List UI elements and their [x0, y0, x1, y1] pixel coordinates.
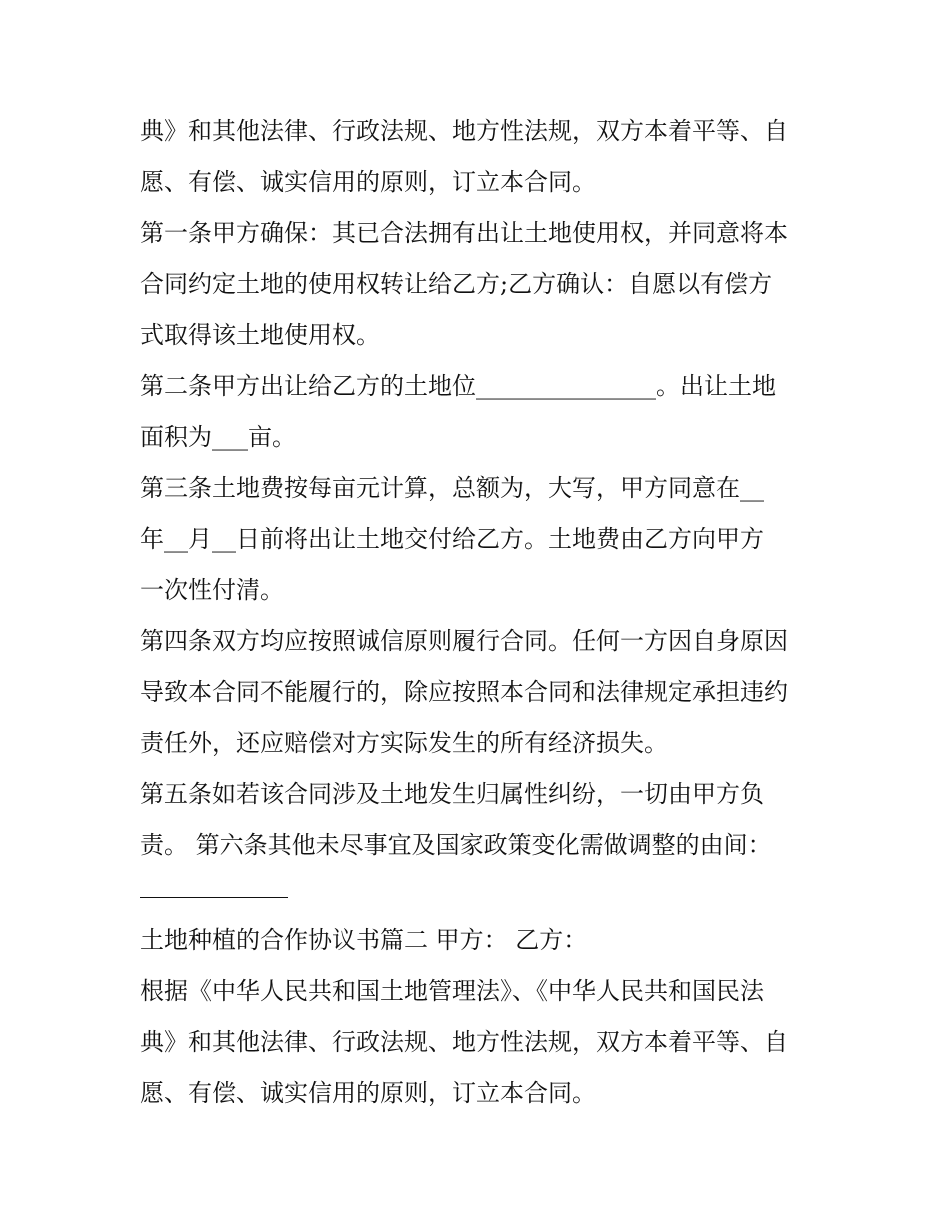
- underline-rule: [140, 897, 288, 898]
- text-line: 根据《中华人民共和国土地管理法》、《中华人民共和国民法: [140, 977, 764, 1005]
- text-line: 责。 第六条其他未尽事宜及国家政策变化需做调整的由间：: [140, 831, 772, 859]
- text-line: 愿、有偿、诚实信用的原则，订立本合同。: [140, 1079, 596, 1107]
- text-line: 一次性付清。: [140, 576, 284, 604]
- section-heading: 土地种植的合作协议书篇二 甲方： 乙方：: [140, 926, 588, 954]
- text-line: 合同约定土地的使用权转让给乙方;乙方确认：自愿以有偿方: [140, 270, 773, 298]
- text-line: 责任外，还应赔偿对方实际发生的所有经济损失。: [140, 729, 668, 757]
- text-line: 典》和其他法律、行政法规、地方性法规，双方本着平等、自: [140, 117, 788, 145]
- text-line: 式取得该土地使用权。: [140, 321, 380, 349]
- text-line: 第一条甲方确保：其已合法拥有出让土地使用权，并同意将本: [140, 219, 788, 247]
- text-line: 年__月__日前将出让土地交付给乙方。土地费由乙方向甲方: [140, 525, 764, 553]
- text-line: 第五条如若该合同涉及土地发生归属性纠纷，一切由甲方负: [140, 780, 764, 808]
- text-line: 第四条双方均应按照诚信原则履行合同。任何一方因自身原因: [140, 627, 788, 655]
- text-line: 典》和其他法律、行政法规、地方性法规，双方本着平等、自: [140, 1028, 788, 1056]
- text-line: 第三条土地费按每亩元计算，总额为，大写，甲方同意在__: [140, 474, 764, 502]
- text-line: 愿、有偿、诚实信用的原则，订立本合同。: [140, 168, 596, 196]
- text-line: 面积为___亩。: [140, 423, 296, 451]
- blank-underline: [140, 871, 820, 907]
- text-line: 第二条甲方出让给乙方的土地位_______________。出让土地: [140, 372, 776, 400]
- document-body: [140, 106, 820, 1119]
- text-line: 导致本合同不能履行的，除应按照本合同和法律规定承担违约: [140, 678, 788, 706]
